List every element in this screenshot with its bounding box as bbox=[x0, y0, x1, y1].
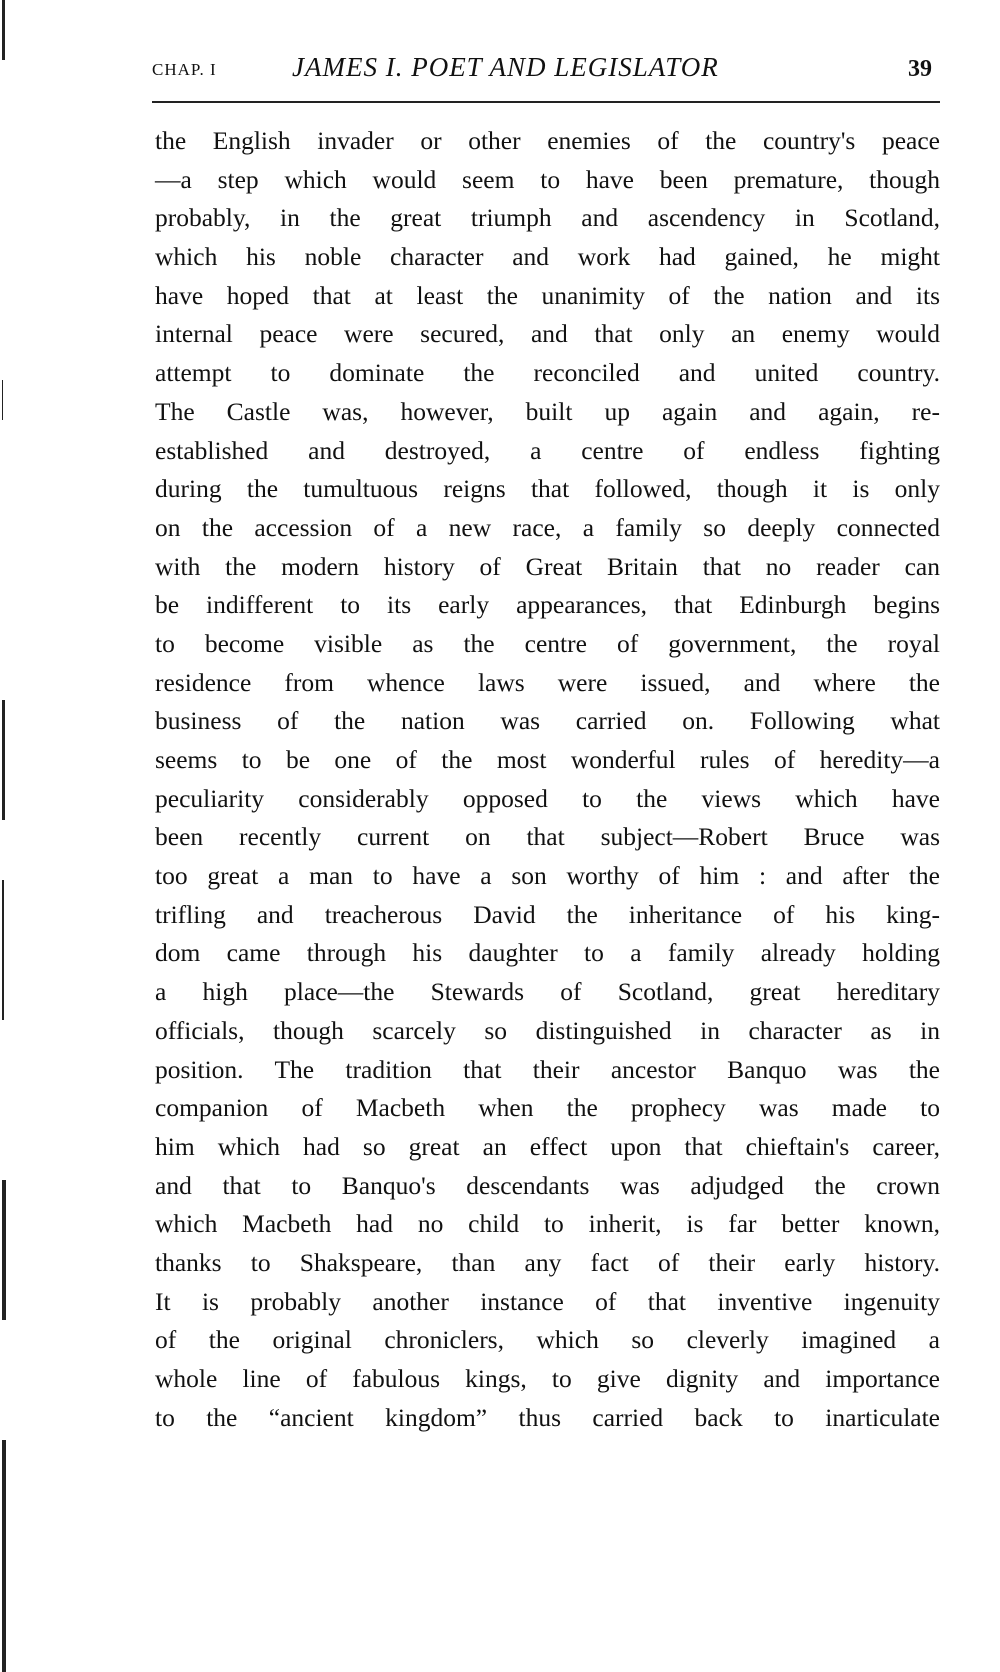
text-line: have hoped that at least the unanimity of the nation and its bbox=[155, 280, 940, 310]
body-paragraph bbox=[155, 122, 940, 1437]
header-rule bbox=[152, 101, 940, 103]
page-number: 39 bbox=[908, 56, 932, 82]
text-line: companion of Macbeth when the prophecy was made to bbox=[155, 1093, 940, 1123]
text-line: been recently current on that subject—Robert Bruce was bbox=[155, 822, 940, 852]
text-line: officials, though scarcely so distinguished in character as in bbox=[155, 1015, 940, 1045]
text-line: and that to Banquo's descendants was adjudged the crown bbox=[155, 1170, 940, 1200]
running-header bbox=[152, 52, 940, 92]
text-line: internal peace were secured, and that only an enemy would bbox=[155, 319, 940, 349]
text-line: him which had so great an effect upon that chieftain's career, bbox=[155, 1131, 940, 1161]
scan-binding-edge bbox=[0, 0, 14, 1672]
text-line: established and destroyed, a centre of endless fighting bbox=[155, 435, 940, 465]
text-line: to become visible as the centre of government, the royal bbox=[155, 628, 940, 658]
text-line: with the modern history of Great Britain that no reader can bbox=[155, 551, 940, 581]
text-line: which his noble character and work had gained, he might bbox=[155, 242, 940, 272]
text-line: peculiarity considerably opposed to the views which have bbox=[155, 783, 940, 813]
text-line: a high place—the Stewards of Scotland, great hereditary bbox=[155, 977, 940, 1007]
text-line: whole line of fabulous kings, to give dignity and importance bbox=[155, 1364, 940, 1393]
text-line: dom came through his daughter to a family already holding bbox=[155, 938, 940, 968]
text-line: of the original chroniclers, which so cleverly imagined a bbox=[155, 1325, 940, 1355]
text-line: It is probably another instance of that inventive ingenuity bbox=[155, 1286, 940, 1316]
text-line: during the tumultuous reigns that followed, though it is only bbox=[155, 474, 940, 504]
text-line: to the “ancient kingdom” thus carried back to inarticulate bbox=[155, 1402, 940, 1432]
text-line: probably, in the great triumph and ascendency in Scotland, bbox=[155, 203, 940, 233]
text-line: —a step which would seem to have been premature, though bbox=[155, 164, 940, 194]
chapter-label: CHAP. I bbox=[152, 60, 217, 79]
running-title: JAMES I. POET AND LEGISLATOR bbox=[292, 52, 719, 82]
text-line: position. The tradition that their ancestor Banquo was the bbox=[155, 1054, 940, 1084]
text-line: seems to be one of the most wonderful rules of heredity—a bbox=[155, 745, 940, 774]
text-line: which Macbeth had no child to inherit, is far better known, bbox=[155, 1209, 940, 1239]
text-line: attempt to dominate the reconciled and united country. bbox=[155, 358, 940, 388]
text-line: on the accession of a new race, a family so deeply connected bbox=[155, 512, 940, 542]
text-line: trifling and treacherous David the inheritance of his king- bbox=[155, 899, 940, 929]
text-line: business of the nation was carried on. Following what bbox=[155, 706, 940, 736]
text-line: the English invader or other enemies of the country's peace bbox=[155, 126, 940, 155]
text-line: thanks to Shakspeare, than any fact of their early history. bbox=[155, 1247, 940, 1277]
text-line: be indifferent to its early appearances, that Edinburgh begins bbox=[155, 590, 940, 620]
text-line: residence from whence laws were issued, and where the bbox=[155, 667, 940, 697]
text-line: too great a man to have a son worthy of him : and after the bbox=[155, 861, 940, 891]
text-line: The Castle was, however, built up again and again, re- bbox=[155, 396, 940, 426]
